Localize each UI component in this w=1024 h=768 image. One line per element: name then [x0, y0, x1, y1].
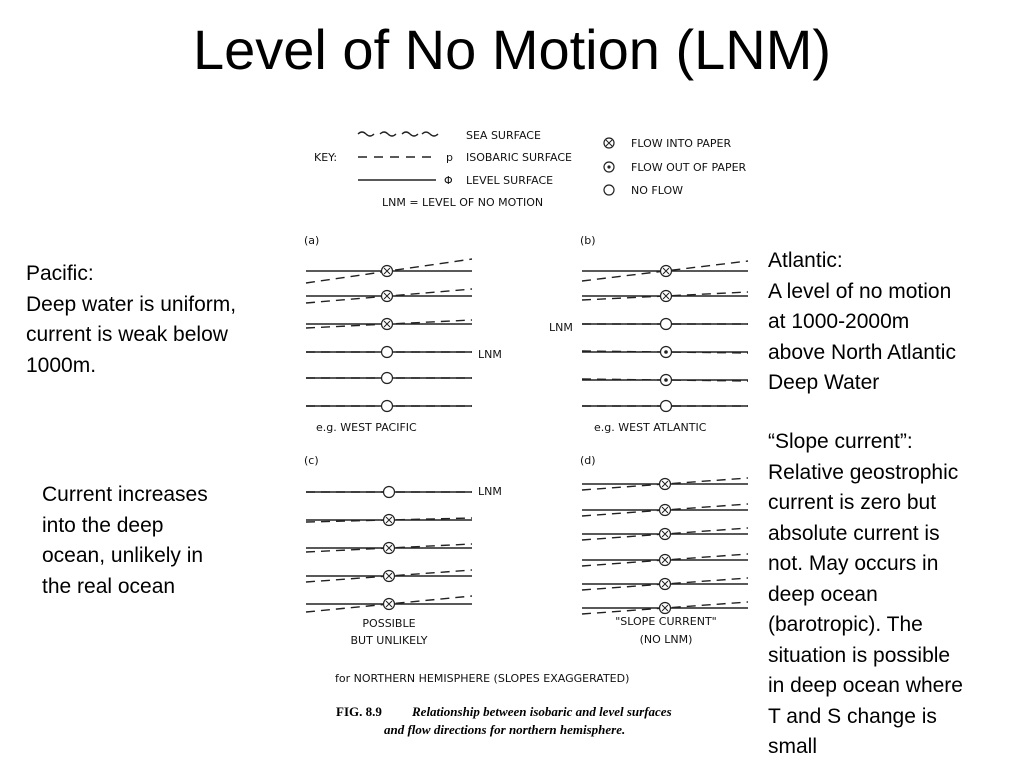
lnm-figure	[300, 120, 760, 760]
panel-c-drawing	[306, 487, 472, 613]
panel-b-label: (b)	[580, 234, 596, 247]
atlantic-note-line: A level of no motion	[768, 279, 952, 303]
atlantic-note	[768, 246, 956, 399]
current-note-line: the real ocean	[42, 574, 176, 598]
panel-b-flow-out-symbol	[661, 347, 672, 358]
slide-title: Level of No Motion (LNM)	[192, 18, 831, 81]
flow-circle	[384, 487, 395, 498]
atlantic-note-line: Atlantic:	[768, 249, 843, 272]
panel-c-flow-into-symbol	[384, 515, 395, 526]
current-note-line: ocean, unlikely in	[42, 544, 204, 567]
current-note-line: Current increases	[42, 483, 208, 506]
figure-caption	[336, 704, 672, 737]
current-note-line: into the deep	[42, 513, 164, 537]
flow-into-symbol	[604, 138, 614, 148]
flow-dot	[664, 378, 668, 382]
slope-note-line: Relative geostrophic	[768, 460, 959, 484]
panel-a-flow-into-symbol	[382, 319, 393, 330]
panel-a-label: (a)	[304, 234, 320, 247]
panel-d-label: (d)	[580, 454, 596, 467]
slope-note-line: situation is possible	[768, 643, 951, 667]
panel-d-flow-into-symbol	[660, 479, 671, 490]
panel-d-flow-into-symbol	[660, 529, 671, 540]
slope-note-line: not. May occurs in	[768, 552, 939, 575]
flow-circle	[382, 347, 393, 358]
sea-surface-label: SEA SURFACE	[466, 129, 541, 142]
panel-b-drawing	[582, 261, 748, 412]
panel-d-flow-into-symbol	[660, 555, 671, 566]
fig-caption-line1: Relationship between isobaric and level surfaces	[412, 704, 672, 719]
slope-note-line: deep ocean	[768, 582, 878, 606]
panel-b-flow-into-symbol	[661, 266, 672, 277]
isobaric-label: ISOBARIC SURFACE	[466, 151, 572, 164]
fig-number: FIG. 8.9	[336, 704, 382, 719]
slope-note-line: absolute current is	[768, 521, 940, 545]
slope-note-line: (barotropic). The	[768, 613, 923, 636]
lnm-definition: LNM = LEVEL OF NO MOTION	[382, 196, 544, 209]
panel-b-flow-none-symbol	[661, 319, 672, 330]
slope-note-line: T and S change is	[768, 704, 937, 728]
panel-d-drawing	[582, 478, 748, 614]
atlantic-note-line: at 1000-2000m	[768, 310, 910, 333]
panel-a-caption: e.g. WEST PACIFIC	[316, 421, 417, 434]
slope-note-line: current is zero but	[768, 491, 937, 514]
atlantic-note-line: Deep Water	[768, 371, 880, 394]
panel-c-caption-line1: POSSIBLE	[362, 617, 416, 630]
flow-circle	[382, 373, 393, 384]
flow-circle	[661, 319, 672, 330]
panel-d-flow-into-symbol	[660, 505, 671, 516]
panel-c-flow-into-symbol	[384, 599, 395, 610]
panel-c-flow-into-symbol	[384, 543, 395, 554]
pacific-note-line: Pacific:	[26, 262, 94, 285]
panel-d-caption-line1: "SLOPE CURRENT"	[615, 615, 717, 628]
panel-a-flow-into-symbol	[382, 291, 393, 302]
panel-d-caption-line2: (NO LNM)	[639, 633, 693, 646]
hemisphere-footer: for NORTHERN HEMISPHERE (SLOPES EXAGGERATED)	[335, 672, 630, 685]
pacific-note-line: Deep water is uniform,	[26, 292, 237, 316]
flow-dot	[664, 350, 668, 354]
panel-b-flow-into-symbol	[661, 291, 672, 302]
pacific-note-line: 1000m.	[26, 353, 97, 377]
panel-a-flow-into-symbol	[382, 266, 393, 277]
key-label: KEY:	[314, 151, 338, 164]
slope-note-line: “Slope current”:	[768, 430, 913, 453]
panel-d-flow-into-symbol	[660, 603, 671, 614]
panel-b-caption: e.g. WEST ATLANTIC	[594, 421, 707, 434]
flow-circle	[382, 401, 393, 412]
panel-a-flow-none-symbol	[382, 347, 393, 358]
panel-b-lnm-label: LNM	[549, 321, 573, 334]
figure-drawing	[300, 120, 760, 760]
isobaric-symbol: p	[446, 151, 453, 164]
figure-key	[314, 129, 747, 209]
level-label: LEVEL SURFACE	[466, 174, 554, 187]
panel-c-flow-into-symbol	[384, 571, 395, 582]
panel-c-label: (c)	[304, 454, 319, 467]
fig-caption-line2: and flow directions for northern hemisphere.	[384, 722, 626, 737]
pacific-note	[26, 259, 236, 381]
pacific-note-line: current is weak below	[26, 323, 228, 346]
panel-b-flow-out-symbol	[661, 375, 672, 386]
panel-c-caption-line2: BUT UNLIKELY	[350, 634, 428, 647]
panel-d-flow-into-symbol	[660, 579, 671, 590]
panel-c-flow-none-symbol	[384, 487, 395, 498]
panel-a-flow-none-symbol	[382, 401, 393, 412]
panel-a-drawing	[306, 259, 472, 412]
no-flow-label: NO FLOW	[631, 184, 683, 197]
flow-out-label: FLOW OUT OF PAPER	[631, 161, 747, 174]
flow-into-label: FLOW INTO PAPER	[631, 137, 732, 150]
flow-out-symbol	[604, 162, 614, 172]
current-increases-note	[42, 480, 208, 602]
panel-b-flow-none-symbol	[661, 401, 672, 412]
atlantic-note-line: above North Atlantic	[768, 340, 956, 364]
panel-c-lnm-label: LNM	[478, 485, 502, 498]
flow-circle	[661, 401, 672, 412]
level-symbol: Φ	[444, 174, 453, 187]
slope-note-line: in deep ocean where	[768, 674, 963, 697]
panel-a-lnm-label: LNM	[478, 348, 502, 361]
slope-current-note	[768, 427, 963, 763]
sea-surface-swatch	[358, 132, 438, 136]
slope-note-line: small	[768, 735, 818, 758]
no-flow-symbol	[604, 185, 614, 195]
panel-a-flow-none-symbol	[382, 373, 393, 384]
